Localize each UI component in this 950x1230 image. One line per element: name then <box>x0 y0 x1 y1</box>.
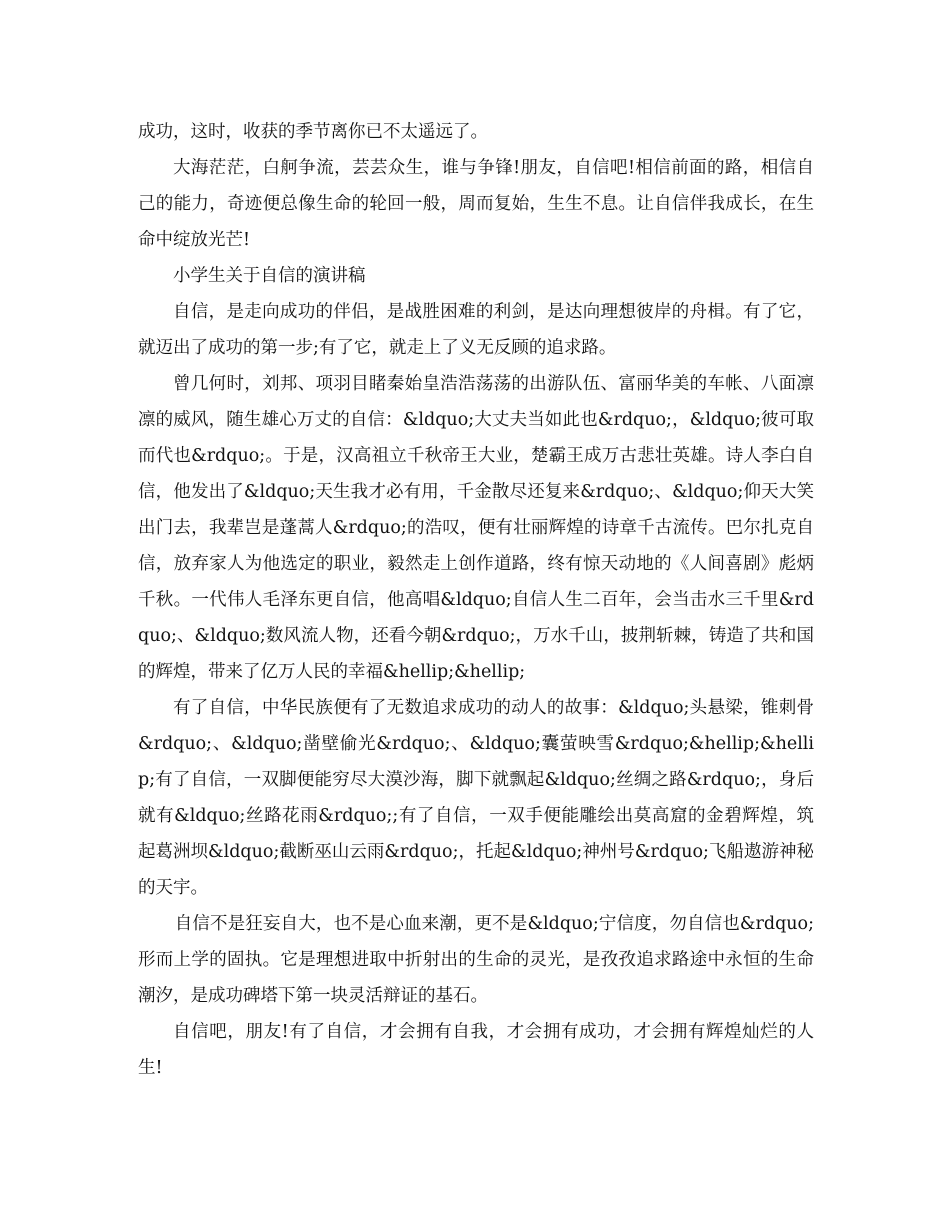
section-heading: 小学生关于自信的演讲稿 <box>173 266 366 286</box>
document-body <box>138 114 814 1086</box>
paragraph-historical-figures: 曾几何时，刘邦、项羽目睹秦始皇浩浩荡荡的出游队伍、富丽华美的车帐、八面凛凛的威风，随生雄心万丈的自信：&ldquo;大丈夫当如此也&rdquo;，&ldquo;彼可取而代也&rdquo;。于是，汉高祖立千秋帝王大业，楚霸王成万古悲壮英雄。诗人李白自信，他发出了&ldquo;天生我才必有用，千金散尽还复来&rdquo;、&ldquo;仰天大笑出门去，我辈岂是蓬蒿人&rdquo;的浩叹，便有壮丽辉煌的诗章千古流传。巴尔扎克自信，放弃家人为他选定的职业，毅然走上创作道路，终有惊天动地的《人间喜剧》彪炳千秋。一代伟人毛泽东更自信，他高唱&ldquo;自信人生二百年，会当击水三千里&rdquo;、&ldquo;数风流人物，还看今朝&rdquo;，万水千山，披荆斩棘，铸造了共和国的辉煌，带来了亿万人民的幸福&hellip;&hellip; <box>138 374 814 682</box>
paragraph-intro: 自信，是走向成功的伴侣，是战胜困难的利剑，是达向理想彼岸的舟楫。有了它，就迈出了成功的第一步;有了它，就走上了义无反顾的追求路。 <box>138 302 814 358</box>
paragraph-definition: 自信不是狂妄自大，也不是心血来潮，更不是&ldquo;宁信度，勿自信也&rdquo;形而上学的固执。它是理想进取中折射出的生命的灵光，是孜孜追求路途中永恒的生命潮汐，是成功碑塔下第一块灵活辩证的基石。 <box>138 914 814 1006</box>
paragraph-continued: 成功，这时，收获的季节离你已不太遥远了。 <box>138 122 488 142</box>
paragraph-chinese-nation: 有了自信，中华民族便有了无数追求成功的动人的故事：&ldquo;头悬梁，锥刺骨&rdquo;、&ldquo;凿壁偷光&rdquo;、&ldquo;囊萤映雪&rdquo;&hellip;&hellip;有了自信，一双脚便能穷尽大漠沙海，脚下就飘起&ldquo;丝绸之路&rdquo;，身后就有&ldquo;丝路花雨&rdquo;;有了自信，一双手便能雕绘出莫高窟的金碧辉煌，筑起葛洲坝&ldquo;截断巫山云雨&rdquo;，托起&ldquo;神州号&rdquo;飞船遨游神秘的天宇。 <box>138 698 814 898</box>
paragraph-conclusion: 自信吧，朋友!有了自信，才会拥有自我，才会拥有成功，才会拥有辉煌灿烂的人生! <box>138 1022 814 1078</box>
paragraph-confidence-call: 大海茫茫，白舸争流，芸芸众生，谁与争锋!朋友，自信吧!相信前面的路，相信自己的能力，奇迹便总像生命的轮回一般，周而复始，生生不息。让自信伴我成长，在生命中绽放光芒! <box>138 158 814 250</box>
